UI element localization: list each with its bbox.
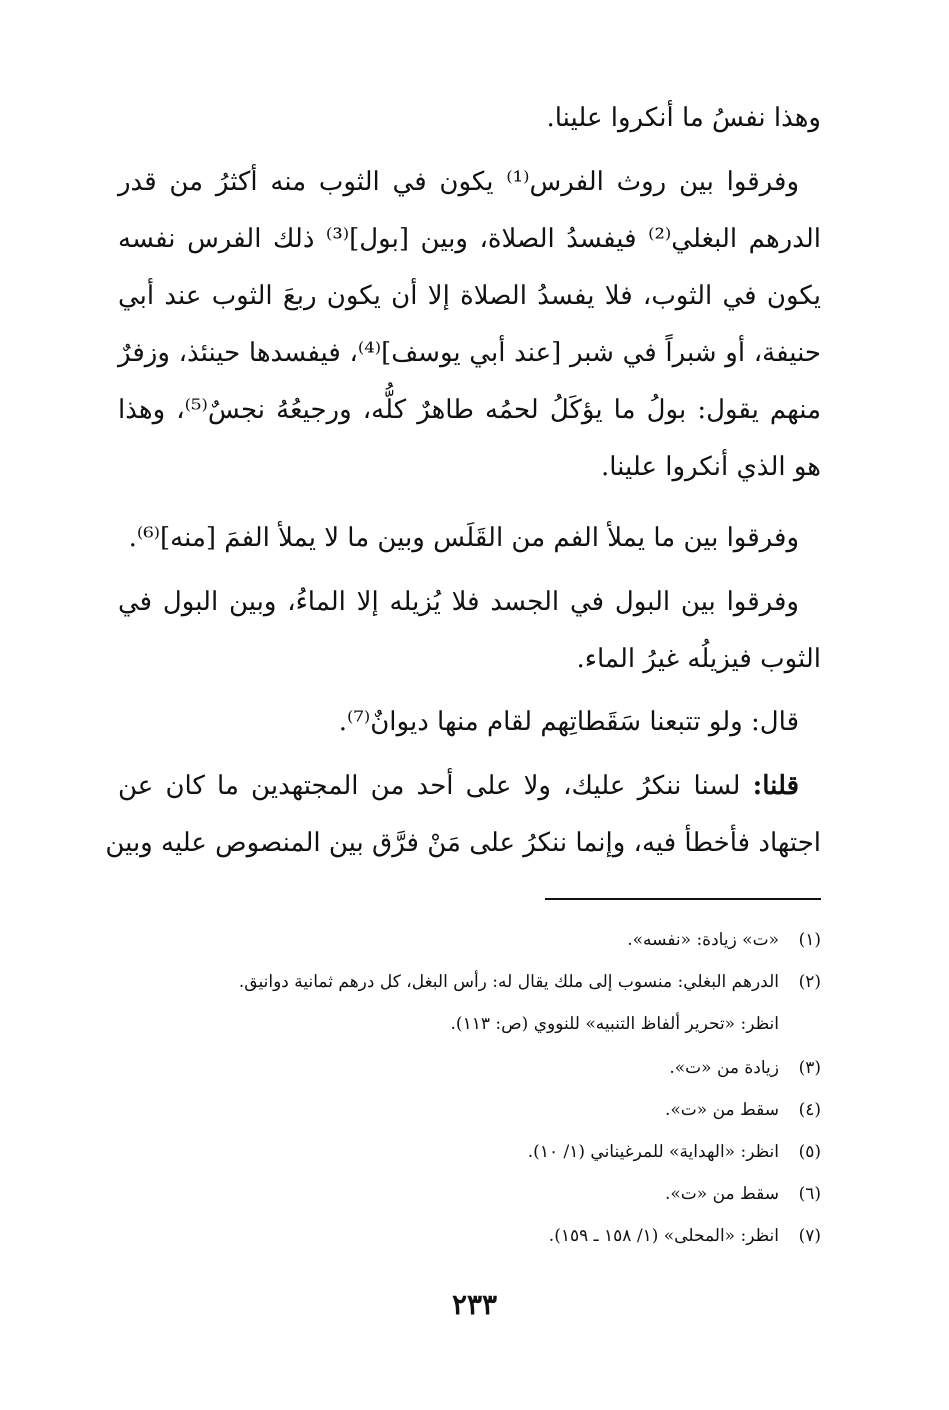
body-line: يكون في الثوب، فلا يفسدُ الصلاة إلا أن يكون ربعَ الثوب عند أبي <box>118 281 821 311</box>
footnote <box>118 1054 821 1082</box>
body-line <box>118 766 799 806</box>
body-line: حنيفة، أو شبراً في شبر [عند أبي يوسف]⁽⁴⁾، فيفسدها حينئذ، وزفرٌ <box>118 338 821 368</box>
footnote <box>118 968 821 996</box>
footnote-number: (٢) <box>798 972 821 992</box>
footnote-text: زيادة من «ت». <box>669 1058 779 1078</box>
footnote-number: (٤) <box>798 1100 821 1120</box>
footnote <box>118 1222 821 1250</box>
footnote-number: (٧) <box>798 1226 821 1246</box>
body-line: وهذا نفسُ ما أنكروا علينا. <box>546 103 821 133</box>
footnote <box>118 1096 821 1124</box>
footnote-text: الدرهم البغلي: منسوب إلى ملك يقال له: رأس البغل، كل درهم ثمانية دوانيق. <box>238 972 779 992</box>
footnote-separator <box>545 898 821 900</box>
footnote <box>118 926 821 954</box>
body-line: اجتهاد فأخطأ فيه، وإنما ننكرُ على مَنْ فرَّق بين المنصوص عليه وبين <box>105 828 821 858</box>
footnote-text: «ت» زيادة: «نفسه». <box>627 930 779 950</box>
footnote-number: (٦) <box>798 1184 821 1204</box>
footnote <box>118 1138 821 1166</box>
body-line: قال: ولو تتبعنا سَقَطاتِهم لقام منها ديوانٌ⁽⁷⁾. <box>338 707 799 737</box>
body-line: وفرقوا بين روث الفرس⁽¹⁾ يكون في الثوب منه أكثرُ من قدر <box>118 167 800 197</box>
body-line: الدرهم البغلي⁽²⁾ فيفسدُ الصلاة، وبين [بول]⁽³⁾ ذلك الفرس نفسه <box>118 224 822 254</box>
footnote-number: (٥) <box>798 1142 821 1162</box>
body-line: الثوب فيزيلُه غيرُ الماء. <box>576 644 821 674</box>
body-line: وفرقوا بين ما يملأ الفم من القَلَس وبين ما لا يملأ الفمَ [منه]⁽⁶⁾. <box>128 523 799 553</box>
body-line: هو الذي أنكروا علينا. <box>600 452 821 482</box>
page-number: ٢٣٣ <box>451 1288 498 1321</box>
footnote-text: سقط من «ت». <box>664 1184 779 1204</box>
reply-label: قلنا: <box>752 771 799 801</box>
body-line: وفرقوا بين البول في الجسد فلا يُزيله إلا الماءُ، وبين البول في <box>118 587 799 617</box>
body-line: منهم يقول: بولُ ما يؤكَلُ لحمُه طاهرٌ كلُّه، ورجيعُهُ نجسٌ⁽⁵⁾، وهذا <box>118 395 821 425</box>
footnote-continuation: انظر: «تحرير ألفاظ التنبيه» للنووي (ص: ١١٣). <box>450 1014 779 1034</box>
footnote-number: (١) <box>798 930 821 950</box>
footnote <box>118 1180 821 1208</box>
footnote-number: (٣) <box>798 1058 821 1078</box>
reply-text: لسنا ننكرُ عليك، ولا على أحد من المجتهدين ما كان عن <box>118 771 741 801</box>
footnote-text: انظر: «الهداية» للمرغيناني (١/ ١٠). <box>527 1142 779 1162</box>
footnote-text: سقط من «ت». <box>664 1100 779 1120</box>
footnote-text: انظر: «المحلى» (١/ ١٥٨ ـ ١٥٩). <box>548 1226 779 1246</box>
